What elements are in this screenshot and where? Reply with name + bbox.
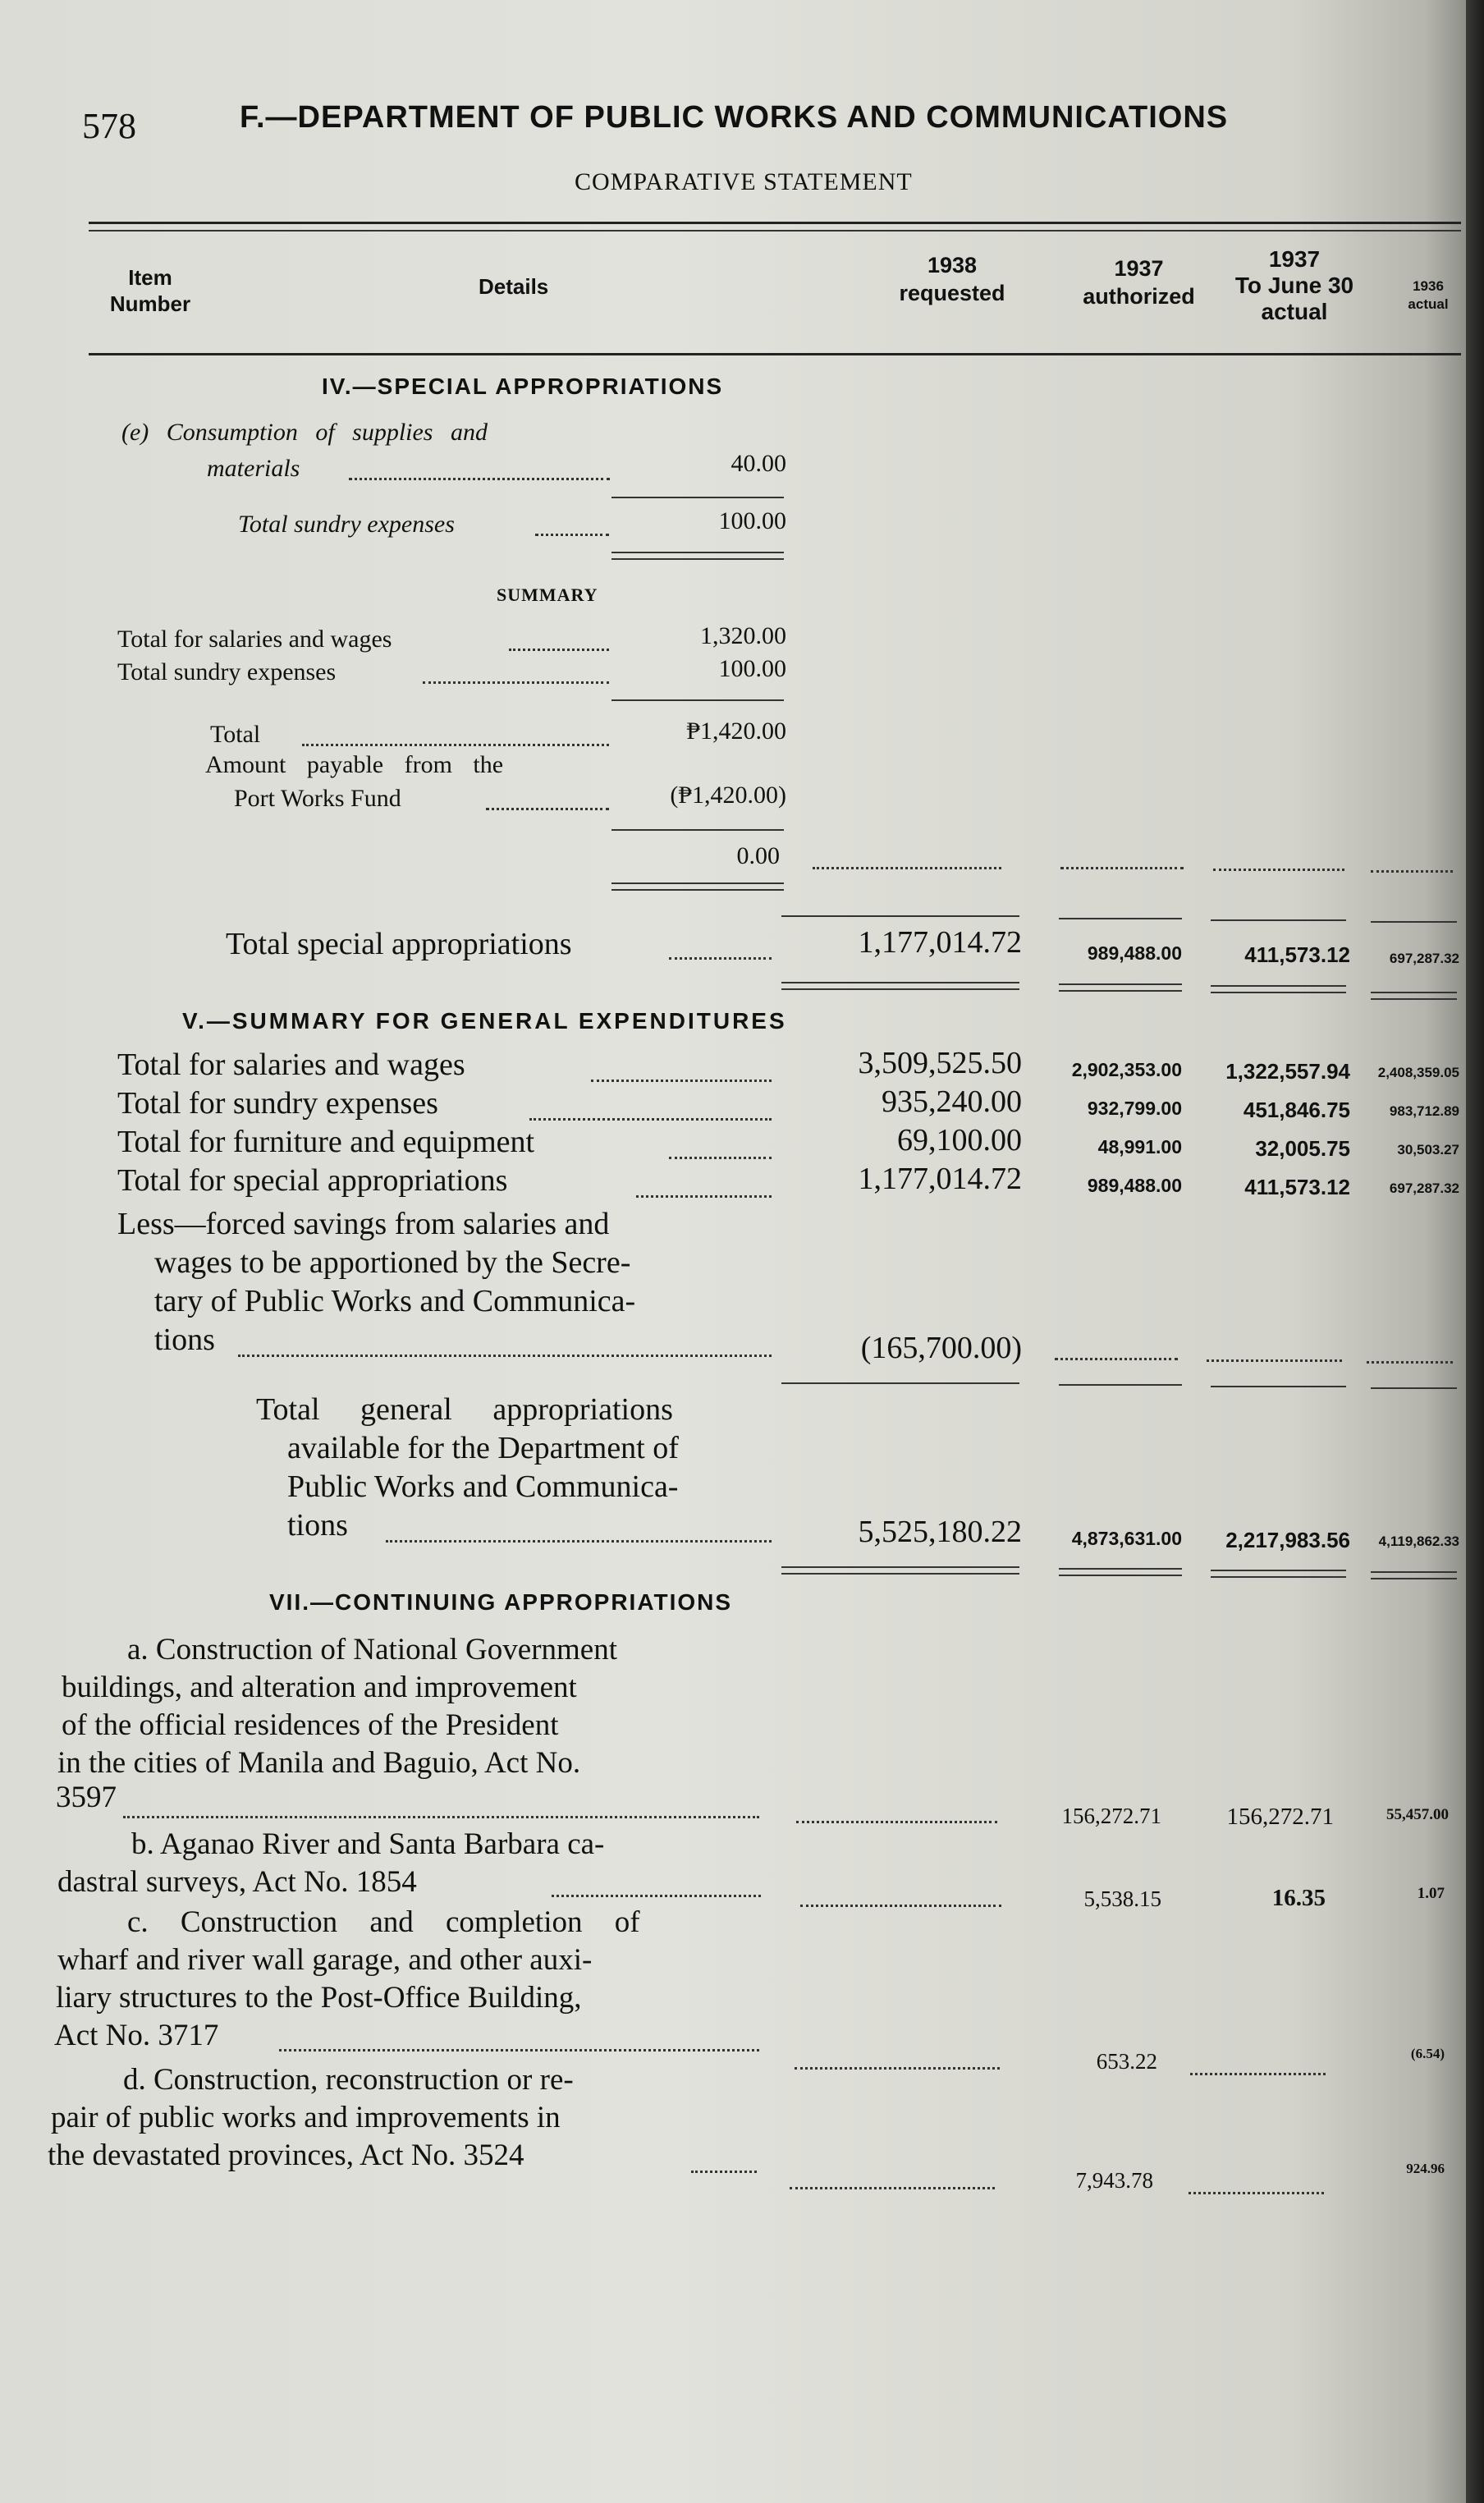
summary-total-label: Total [210, 721, 261, 748]
total-special-1936: 697,287.32 [1389, 951, 1459, 966]
row-authorized: 2,902,353.00 [1071, 1059, 1182, 1080]
row-label: Total for salaries and wages [117, 1048, 465, 1082]
section-v-heading: V.—SUMMARY FOR GENERAL EXPENDITURES [182, 1008, 787, 1034]
total-special-authorized: 989,488.00 [1087, 942, 1182, 964]
consumption-value: 40.00 [731, 450, 786, 477]
less-line-1: Less—forced savings from salaries and [117, 1207, 610, 1241]
total-sundry-value: 100.00 [718, 507, 786, 534]
item-1936: 924.96 [1406, 2161, 1445, 2176]
item-authorized: 7,943.78 [1075, 2168, 1153, 2193]
row-authorized: 989,488.00 [1087, 1175, 1182, 1196]
item-to-june: 156,272.71 [1226, 1804, 1334, 1830]
total-line-2: available for the Department of [287, 1431, 679, 1465]
payable-value: (₱1,420.00) [670, 782, 786, 809]
row-1936: 983,712.89 [1389, 1103, 1459, 1119]
summary-salaries-label: Total for salaries and wages [117, 626, 392, 653]
row-1936: 2,408,359.05 [1377, 1065, 1459, 1080]
net-value: 0.00 [736, 842, 780, 869]
total-special-to-june: 411,573.12 [1244, 942, 1350, 967]
total-line-4: tions [287, 1508, 348, 1543]
summary-salaries-value: 1,320.00 [700, 622, 786, 649]
consumption-label-2: materials [207, 455, 300, 482]
header-top-rule [89, 222, 1461, 224]
item-to-june: 16.35 [1271, 1885, 1326, 1911]
payable-label-1: Amount payable from the [205, 751, 504, 778]
row-to-june: 1,322,557.94 [1225, 1059, 1350, 1084]
row-label: Total for special appropriations [117, 1163, 508, 1198]
row-requested: 935,240.00 [882, 1084, 1022, 1119]
row-requested: 3,509,525.50 [858, 1046, 1022, 1080]
header-top-rule-2 [89, 230, 1461, 232]
item-1936: 55,457.00 [1386, 1806, 1449, 1823]
page-number: 578 [82, 106, 136, 146]
total-general-authorized: 4,873,631.00 [1071, 1528, 1182, 1549]
item-authorized: 156,272.71 [1061, 1804, 1161, 1828]
less-line-2: wages to be apportioned by the Secre- [154, 1245, 631, 1280]
payable-label-2: Port Works Fund [234, 785, 401, 812]
col-1937-authorized: 1937 authorized [1083, 256, 1195, 309]
row-to-june: 451,846.75 [1243, 1098, 1350, 1122]
col-1938-requested: 1938 requested [899, 253, 1005, 305]
col-item-number: Item Number [109, 265, 191, 316]
total-special-requested: 1,177,014.72 [858, 925, 1022, 960]
book-binding-edge [1466, 0, 1484, 2503]
total-general-to-june: 2,217,983.56 [1225, 1528, 1350, 1552]
statement-title: COMPARATIVE STATEMENT [575, 168, 913, 195]
total-sundry-label: Total sundry expenses [238, 511, 455, 538]
row-to-june: 411,573.12 [1244, 1175, 1350, 1199]
header-bottom-rule [89, 353, 1461, 355]
row-1936: 697,287.32 [1389, 1180, 1459, 1196]
summary-sundry-value: 100.00 [718, 655, 786, 682]
item-1936: (6.54) [1410, 2046, 1445, 2061]
summary-heading: SUMMARY [497, 584, 598, 605]
document-page: 578 F.—DEPARTMENT OF PUBLIC WORKS AND COMMUNICATIONS COMPARATIVE STATEMENT Item Number Details 1938 requested 1937 authorized 1937 To June 30 actual 1936 actual IV.—SPECIAL APPROPRIATIONS (e) Consumption of supplies and materials 40.00 Total sundry expenses 100.00 SUMMARY Total for salaries and wages 1,320.00 Total sundry expenses 100.00 Total ₱1,420.00 Amount payable from the Port Works Fund (₱1,420.00) 0.00 Total special appropriations 1,177,014.72 989,488.00 411,573.12 697,287.32 V.—SUMMARY FOR GENERAL EXPENDITURES Total for salaries and wages 3,509,525.50 2,902,353.00 1,322,557.94 2,408,359.05 Total for sundry expenses 935,240.00 932,799.00 451,846.75 983,712.89 Total for furniture and equipment 69,100.00 48,991.00 32,005.75 30,503.27 Total for special appropriations 1,177,014.72 989,488.00 411,573.12 697,287.32 Less—forced savings from salaries and wages to be apportioned by the Secre- tary of Public Works and Communica- tions (165,700.00) Total general appropriations available for the Department of Public Works and Communica- tions 5,525,180.22 4,873,631.00 2,217,983.56 4,119,862.33 VII.—CONTINUING APPROPRIATIONS a. Construction of National Government buildings, and alteration and improvement of the official residences of the President in the cities of Manila and Baguio, Act No. 3597 156,272.71 156,272.71 55,457.00 b. Aganao River and Santa Barbara ca- dastral surveys, Act No. 1854 5,538.15 16.35 1.07 c. Construction and completion of wharf and river wall garage, and other auxi- liary structures to the Post-Office Building, Act No. 3717 653.22 (6.54) d. Construction, reconstruction or re- pair of public works and improvements in the devastated provinces, Act No. 3524 7,943.78 924.96 [0, 0, 1469, 2503]
total-general-requested: 5,525,180.22 [858, 1515, 1022, 1549]
total-line-3: Public Works and Communica- [287, 1469, 679, 1504]
item-1936: 1.07 [1417, 1885, 1445, 1902]
row-authorized: 48,991.00 [1097, 1136, 1182, 1158]
section-iv-heading: IV.—SPECIAL APPROPRIATIONS [322, 374, 724, 399]
summary-total-value: ₱1,420.00 [686, 717, 786, 745]
item-authorized: 5,538.15 [1083, 1886, 1161, 1911]
col-1937-to-june: 1937 To June 30 actual [1234, 246, 1354, 324]
less-line-4: tions [154, 1323, 215, 1357]
row-requested: 69,100.00 [897, 1123, 1022, 1158]
col-details: Details [479, 274, 549, 299]
department-title: F.—DEPARTMENT OF PUBLIC WORKS AND COMMUNICATIONS [240, 100, 1229, 135]
item-authorized: 653.22 [1096, 2049, 1157, 2074]
row-1936: 30,503.27 [1397, 1142, 1459, 1158]
row-label: Total for sundry expenses [117, 1086, 438, 1121]
row-label: Total for furniture and equipment [117, 1125, 535, 1159]
col-1936-actual: 1936 actual [1408, 278, 1449, 312]
total-line-1: Total general appropriations [256, 1392, 673, 1427]
less-line-3: tary of Public Works and Communica- [154, 1284, 636, 1318]
total-general-1936: 4,119,862.33 [1378, 1533, 1459, 1549]
row-requested: 1,177,014.72 [858, 1162, 1022, 1196]
summary-sundry-label: Total sundry expenses [117, 658, 337, 685]
consumption-label-1: (e) Consumption of supplies and [121, 419, 488, 446]
row-authorized: 932,799.00 [1087, 1098, 1182, 1119]
row-to-june: 32,005.75 [1255, 1136, 1350, 1161]
section-vii-heading: VII.—CONTINUING APPROPRIATIONS [269, 1589, 733, 1615]
less-value: (165,700.00) [860, 1331, 1022, 1365]
total-special-label: Total special appropriations [226, 927, 572, 961]
